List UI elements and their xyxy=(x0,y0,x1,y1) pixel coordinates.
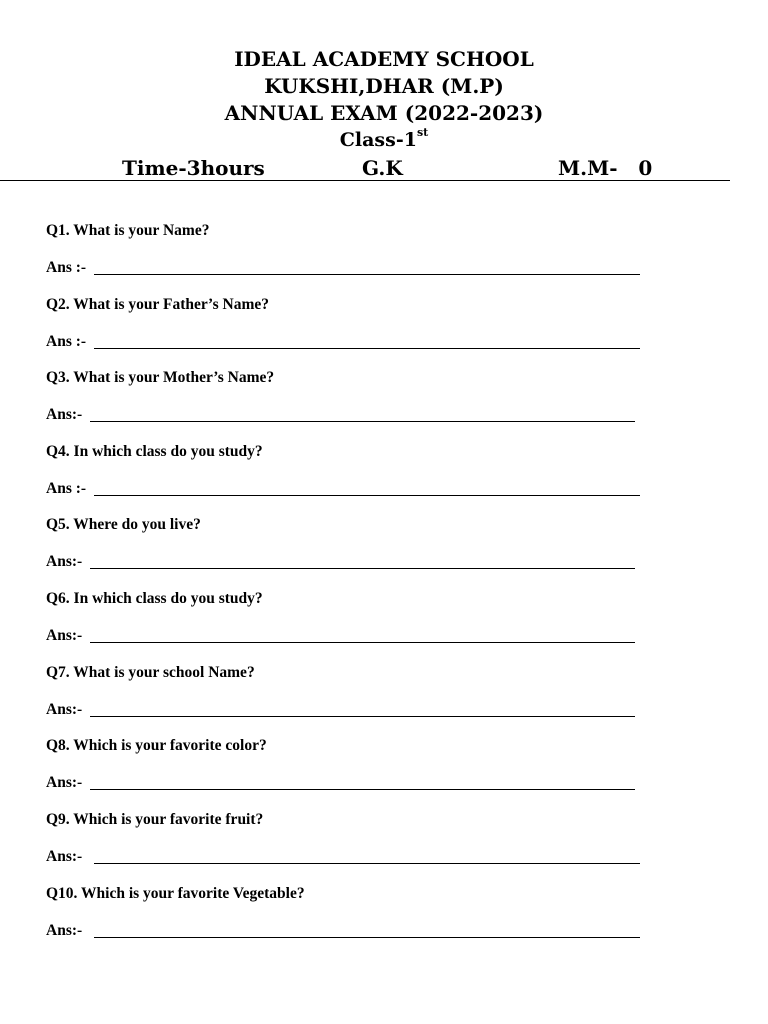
school-name: IDEAL ACADEMY SCHOOL xyxy=(234,47,534,71)
question-block-2 xyxy=(46,286,646,360)
question-text: Q4. In which class do you study? xyxy=(46,443,263,460)
answer-line xyxy=(46,691,646,728)
answer-label: Ans:- xyxy=(46,553,83,570)
question-text: Q1. What is your Name? xyxy=(46,222,210,239)
question-text: Q6. In which class do you study? xyxy=(46,590,263,607)
question-block-4 xyxy=(46,433,646,507)
exam-time: Time-3hours xyxy=(122,156,265,180)
question-block-10 xyxy=(46,875,646,949)
answer-blank[interactable] xyxy=(90,789,635,790)
question-block-7 xyxy=(46,654,646,728)
question-block-6 xyxy=(46,580,646,654)
answer-line xyxy=(46,617,646,654)
answer-blank[interactable] xyxy=(90,421,635,422)
answer-label: Ans:- xyxy=(46,848,83,865)
class-heading xyxy=(0,127,768,154)
answer-line xyxy=(46,249,646,286)
answer-line xyxy=(46,543,646,580)
answer-label: Ans:- xyxy=(46,922,83,939)
question-text: Q8. Which is your favorite color? xyxy=(46,737,267,754)
question-block-3 xyxy=(46,359,646,433)
question-text: Q3. What is your Mother’s Name? xyxy=(46,369,275,386)
max-marks: M.M- 0 xyxy=(558,156,653,180)
exam-title: ANNUAL EXAM (2022-2023) xyxy=(224,101,544,125)
exam-meta-row xyxy=(0,156,730,181)
class-label: Class-1 xyxy=(339,129,417,151)
answer-line xyxy=(46,912,646,949)
answer-label: Ans:- xyxy=(46,406,83,423)
question-text: Q5. Where do you live? xyxy=(46,516,201,533)
exam-header xyxy=(0,46,768,154)
answer-line xyxy=(46,323,646,360)
answer-line xyxy=(46,838,646,875)
answer-label: Ans :- xyxy=(46,333,87,350)
answer-label: Ans:- xyxy=(46,627,83,644)
question-block-5 xyxy=(46,506,646,580)
question-text: Q7. What is your school Name? xyxy=(46,664,255,681)
answer-blank[interactable] xyxy=(94,937,640,938)
answer-blank[interactable] xyxy=(90,642,635,643)
answer-label: Ans :- xyxy=(46,259,87,276)
question-block-9 xyxy=(46,801,646,875)
answer-line xyxy=(46,470,646,507)
answer-blank[interactable] xyxy=(94,348,640,349)
question-text: Q2. What is your Father’s Name? xyxy=(46,296,270,313)
exam-subject: G.K xyxy=(362,156,403,180)
question-text: Q10. Which is your favorite Vegetable? xyxy=(46,885,305,902)
question-text: Q9. Which is your favorite fruit? xyxy=(46,811,264,828)
answer-label: Ans:- xyxy=(46,774,83,791)
answer-blank[interactable] xyxy=(90,568,635,569)
class-suffix: st xyxy=(416,125,429,139)
answer-label: Ans :- xyxy=(46,480,87,497)
answer-line xyxy=(46,396,646,433)
answer-blank[interactable] xyxy=(94,495,640,496)
answer-blank[interactable] xyxy=(90,716,635,717)
answer-label: Ans:- xyxy=(46,701,83,718)
answer-line xyxy=(46,764,646,801)
school-location: KUKSHI,DHAR (M.P) xyxy=(264,74,504,98)
question-block-8 xyxy=(46,727,646,801)
answer-blank[interactable] xyxy=(94,863,640,864)
question-block-1 xyxy=(46,212,646,286)
answer-blank[interactable] xyxy=(94,274,640,275)
